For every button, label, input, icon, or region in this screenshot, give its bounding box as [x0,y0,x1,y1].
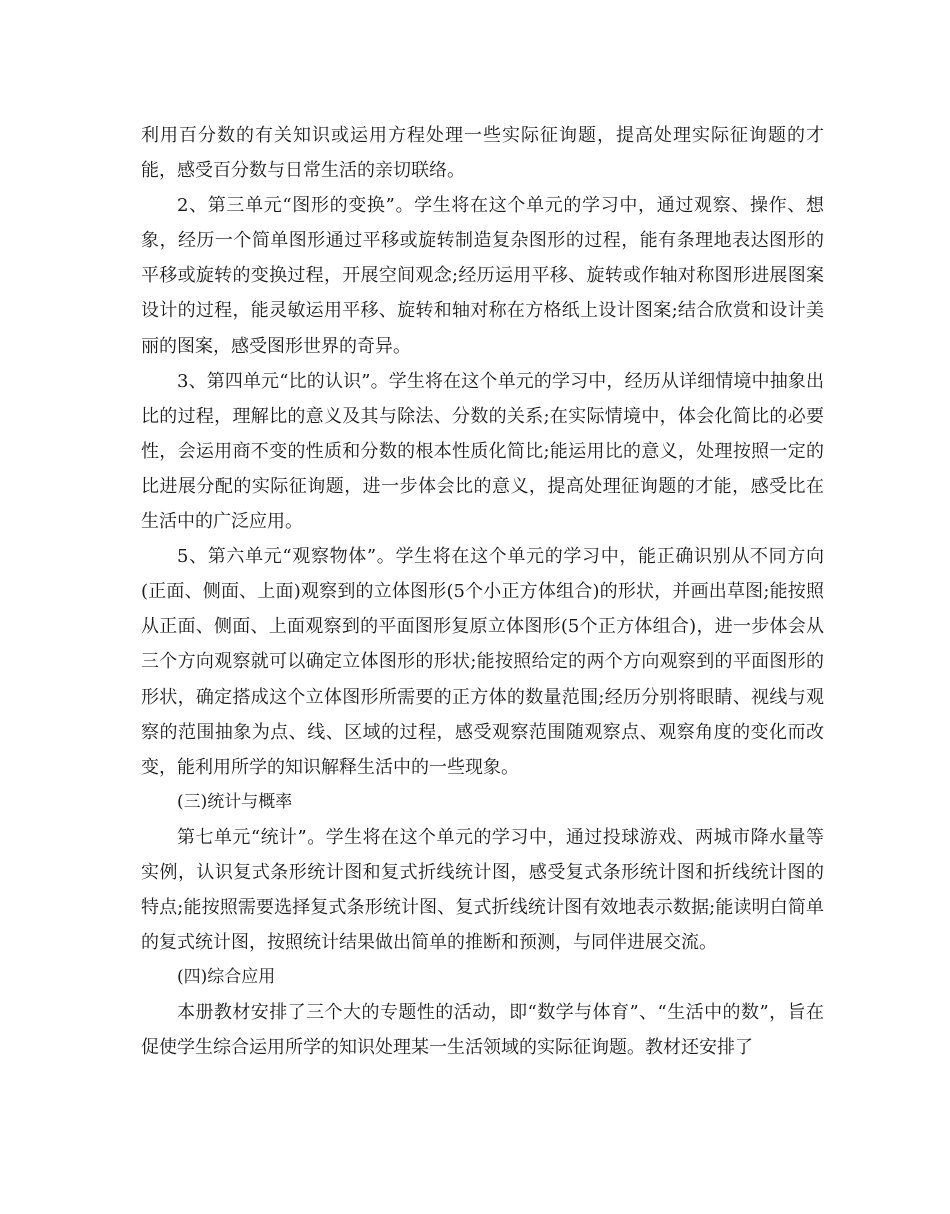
document-body [141,118,824,1066]
section-heading-comprehensive: (四)综合应用 [177,967,276,988]
paragraph-unit-6-observe-objects: 5、第六单元“观察物体”。学生将在这个单元的学习中，能正确识别从不同方向(正面、侧面、上面)观察到的立体图形(5个小正方体组合)的形状，并画出草图;能按照从正面、侧面、上面观察到的平面图形复原立体图形(5个正方体组合)，进一步体会从三个方向观察就可以确定立体图形的形状;能按照给定的两个方向观察到的平面图形的形状，确定搭成这个立体图形所需要的正方体的数量范围;经历分别将眼睛、视线与观察的范围抽象为点、线、区域的过程，感受观察范围随观察点、观察角度的变化而改变，能利用所学的知识解释生活中的一些现象。 [141,546,824,778]
paragraph-percent-continuation: 利用百分数的有关知识或运用方程处理一些实际征询题，提高处理实际征询题的才能，感受百分数与日常生活的亲切联络。 [141,125,824,182]
paragraph-comprehensive-activities: 本册教材安排了三个大的专题性的活动，即“数学与体育”、“生活中的数”，旨在促使学生综合运用所学的知识处理某一生活领域的实际征询题。教材还安排了 [141,1002,824,1059]
section-heading-statistics: (三)统计与概率 [177,791,293,812]
paragraph-unit-7-statistics: 第七单元“统计”。学生将在这个单元的学习中，通过投球游戏、两城市降水量等实例，认识复式条形统计图和复式折线统计图，感受复式条形统计图和折线统计图的特点;能按照需要选择复式条形统计图、复式折线统计图有效地表示数据;能读明白简单的复式统计图，按照统计结果做出简单的推断和预测，与同伴进展交流。 [141,826,824,954]
paragraph-unit-3-transformation: 2、第三单元“图形的变换”。学生将在这个单元的学习中，通过观察、操作、想象，经历一个简单图形通过平移或旋转制造复杂图形的过程，能有条理地表达图形的平移或旋转的变换过程，开展空间观念;经历运用平移、旋转或作轴对称图形进展图案设计的过程，能灵敏运用平移、旋转和轴对称在方格纸上设计图案;结合欣赏和设计美丽的图案，感受图形世界的奇异。 [141,195,824,357]
paragraph-unit-4-ratio: 3、第四单元“比的认识”。学生将在这个单元的学习中，经历从详细情境中抽象出比的过程，理解比的意义及其与除法、分数的关系;在实际情境中，体会化简比的必要性，会运用商不变的性质和分数的根本性质化简比;能运用比的意义，处理按照一定的比进展分配的实际征询题，进一步体会比的意义，提高处理征询题的才能，感受比在生活中的广泛应用。 [141,370,824,533]
